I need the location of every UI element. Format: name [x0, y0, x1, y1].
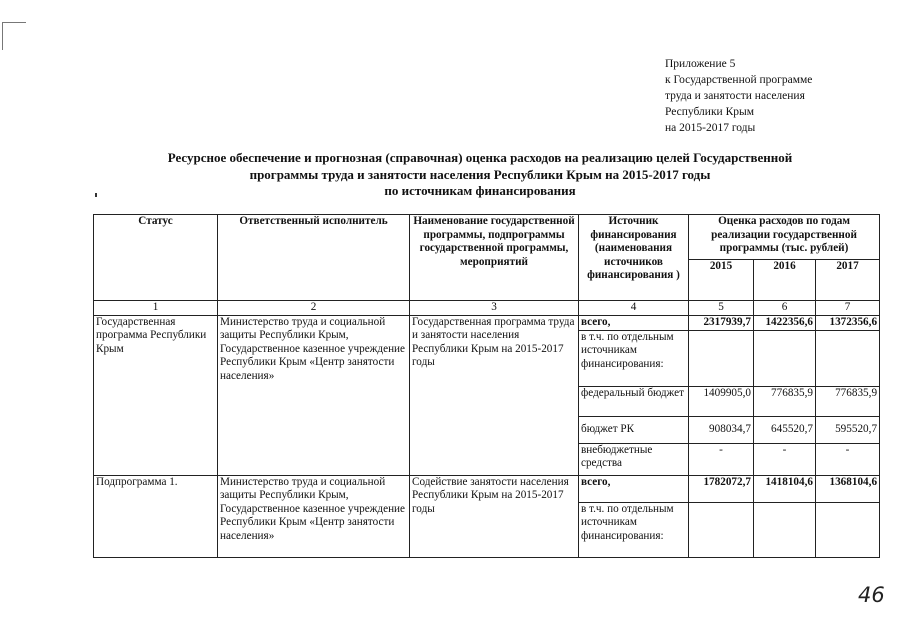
- empty-cell: [689, 330, 754, 386]
- column-index: 1: [94, 301, 218, 316]
- column-index: 5: [689, 301, 754, 316]
- source-label: внебюджетные средства: [579, 443, 689, 475]
- header-year-2016: 2016: [754, 260, 816, 301]
- value-2016: -: [754, 443, 816, 475]
- value-2016: 776835,9: [754, 386, 816, 416]
- program-name-cell: Государственная программа труда и занятости населения Республики Крым на 2015-2017 годы: [410, 315, 579, 475]
- page-number: 46: [858, 583, 885, 607]
- value-2015: 1409905,0: [689, 386, 754, 416]
- executor-cell: Министерство труда и социальной защиты Республики Крым, Государственное казенное учреждение Республики Крым «Центр занятости населения»: [218, 475, 410, 557]
- appendix-line: Приложение 5: [665, 58, 736, 70]
- total-2015: 2317939,7: [689, 315, 754, 330]
- total-2017: 1372356,6: [816, 315, 880, 330]
- value-2017: -: [816, 443, 880, 475]
- title-line: программы труда и занятости населения Республики Крым на 2015-2017 годы: [249, 166, 711, 182]
- title-line: по источникам финансирования: [384, 183, 576, 198]
- header-funding-source: Источник финансирования (наименования источников финансирования ): [579, 215, 689, 301]
- column-index-row: [94, 301, 880, 316]
- resource-table: [93, 214, 880, 558]
- source-label: федеральный бюджет: [579, 386, 689, 416]
- header-program-name: Наименование государственной программы, подпрограммы государственной программы, мероприятий: [410, 215, 579, 301]
- value-2016: 645520,7: [754, 416, 816, 443]
- column-index: 6: [754, 301, 816, 316]
- empty-cell: [689, 502, 754, 557]
- column-index: 7: [816, 301, 880, 316]
- column-index: 2: [218, 301, 410, 316]
- appendix-line: труда и занятости населения: [665, 90, 805, 102]
- empty-cell: [816, 330, 880, 386]
- document-title: [95, 150, 865, 200]
- status-cell: Государственная программа Республики Крым: [94, 315, 218, 475]
- scan-edge-line: [2, 22, 3, 50]
- program-name-cell: Содействие занятости населения Республики Крым на 2015-2017 годы: [410, 475, 579, 557]
- table-row: [94, 475, 880, 502]
- status-cell: Подпрограмма 1.: [94, 475, 218, 557]
- column-index: 3: [410, 301, 579, 316]
- table-row: [94, 315, 880, 330]
- appendix-note: [665, 56, 875, 136]
- total-2017: 1368104,6: [816, 475, 880, 502]
- total-2015: 1782072,7: [689, 475, 754, 502]
- executor-cell: Министерство труда и социальной защиты Республики Крым, Государственное казенное учреждение Республики Крым «Центр занятости населения»: [218, 315, 410, 475]
- header-estimate: Оценка расходов по годам реализации государственной программы (тыс. рублей): [689, 215, 880, 260]
- header-executor: Ответственный исполнитель: [218, 215, 410, 301]
- value-2017: 595520,7: [816, 416, 880, 443]
- appendix-line: Республики Крым: [665, 106, 754, 118]
- value-2017: 776835,9: [816, 386, 880, 416]
- value-2015: -: [689, 443, 754, 475]
- scan-edge-line: [2, 22, 26, 23]
- source-total-label: всего,: [579, 475, 689, 502]
- column-index: 4: [579, 301, 689, 316]
- value-2015: 908034,7: [689, 416, 754, 443]
- empty-cell: [816, 502, 880, 557]
- appendix-line: на 2015-2017 годы: [665, 122, 756, 134]
- appendix-line: к Государственной программе: [665, 74, 813, 86]
- source-subheading: в т.ч. по отдельным источникам финансирования:: [579, 502, 689, 557]
- total-2016: 1422356,6: [754, 315, 816, 330]
- header-year-2015: 2015: [689, 260, 754, 301]
- source-subheading: в т.ч. по отдельным источникам финансирования:: [579, 330, 689, 386]
- empty-cell: [754, 330, 816, 386]
- source-total-label: всего,: [579, 315, 689, 330]
- header-year-2017: 2017: [816, 260, 880, 301]
- total-2016: 1418104,6: [754, 475, 816, 502]
- empty-cell: [754, 502, 816, 557]
- title-line: Ресурсное обеспечение и прогнозная (справочная) оценка расходов на реализацию целей Государственной: [167, 150, 793, 165]
- header-status: Статус: [94, 215, 218, 301]
- source-label: бюджет РК: [579, 416, 689, 443]
